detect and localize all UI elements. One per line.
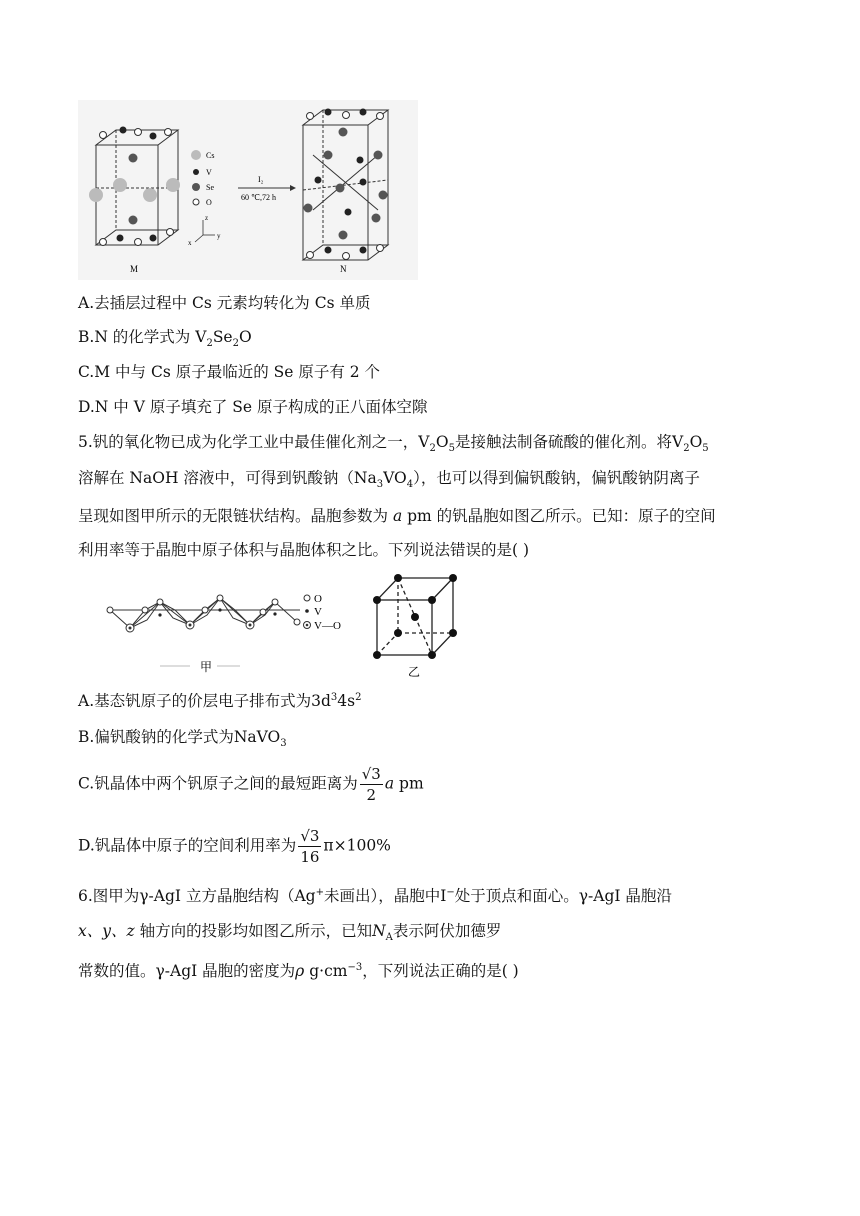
q5-stem-line-2 — [78, 467, 700, 489]
q6-stem-line-1 — [78, 885, 672, 907]
q5-text: 利用率等于晶胞中原子体积与晶胞体积之比。下列说法错误的是( ) — [78, 541, 530, 559]
q6-text: ，下列说法正确的是( ) — [362, 962, 519, 980]
formula-sub: 3 — [280, 738, 287, 750]
q4-option-a — [78, 292, 370, 314]
arrow-conditions: 60 ℃,72 h — [241, 193, 276, 202]
config-part: 4s — [337, 692, 356, 710]
legend-v: V — [206, 168, 212, 177]
axis-z: z — [205, 214, 209, 222]
q5-option-c — [78, 764, 424, 805]
ion-part: Ag — [294, 887, 316, 905]
formula-sub: 2 — [232, 338, 239, 350]
config-sup: 2 — [355, 691, 362, 703]
fraction-d — [298, 826, 321, 867]
fraction-c — [360, 764, 383, 805]
q5-option-b-text: B.偏钒酸钠的化学式为 — [78, 728, 234, 746]
q6-text: 处于顶点和面心。γ-AgI 晶胞沿 — [454, 887, 672, 905]
crystal-structure-figure-mn — [78, 100, 418, 280]
formula-part: O — [435, 433, 449, 451]
q6-text: 未画出），晶胞中 — [323, 887, 441, 905]
formula-sub: 2 — [429, 443, 436, 455]
q5-stem-line-1 — [78, 431, 709, 453]
q4-option-d-text: D.N 中 V 原子填充了 Se 原子构成的正八面体空隙 — [78, 398, 428, 416]
q5-text: pm 的钒晶胞如图乙所示。已知：原子的空间 — [402, 507, 716, 525]
vanadate-chain-and-bcc-figure — [105, 570, 475, 682]
legend-o-label: O — [314, 593, 322, 605]
formula-part: VO — [383, 469, 407, 487]
formula-sub: 5 — [448, 443, 455, 455]
formula-sub: 2 — [206, 338, 213, 350]
formula-sub: 5 — [702, 443, 709, 455]
formula-part: NaVO — [233, 728, 281, 746]
q4-option-a-text: A.去插层过程中 Cs 元素均转化为 Cs 单质 — [78, 294, 371, 312]
q6-text: 6.图甲为γ-AgI 立方晶胞结构（ — [78, 887, 295, 905]
q6-text: 轴方向的投影均如图乙所示，已知 — [134, 922, 373, 940]
q6-stem-line-2 — [78, 920, 501, 942]
q5-option-c-text: C.钒晶体中两个钒原子之间的最短距离为 — [78, 774, 358, 793]
q5-text: 5.钒的氧化物已成为化学工业中最佳催化剂之一， — [78, 433, 419, 451]
unit-exponent: −3 — [347, 961, 363, 973]
ion-charge: − — [446, 886, 455, 898]
q6-stem-line-3 — [78, 960, 519, 982]
ion-part: I — [440, 887, 447, 905]
avogadro-symbol: N — [372, 922, 386, 940]
q4-option-b — [78, 326, 252, 348]
formula-part: Na — [353, 469, 377, 487]
formula-sub: 4 — [406, 479, 414, 491]
fraction-denominator: 16 — [300, 848, 320, 866]
formula-sub: 2 — [683, 443, 690, 455]
legend-vo-label: V—O — [314, 620, 341, 632]
formula-sub: 3 — [376, 479, 384, 491]
variable-a: a — [384, 774, 395, 793]
q5-option-d — [78, 826, 391, 867]
q6-text: 常数的值。γ-AgI 晶胞的密度为 — [78, 962, 296, 980]
q5-option-d-text: D.钒晶体中原子的空间利用率为 — [78, 836, 297, 855]
legend-v-label: V — [314, 606, 322, 618]
density-symbol: ρ — [295, 962, 305, 980]
config-sup: 3 — [330, 691, 338, 703]
axes-text: x、y、z — [78, 922, 135, 940]
avogadro-sub: A — [385, 932, 393, 944]
unit-text: g·cm — [304, 962, 348, 980]
formula-tail: π×100% — [323, 836, 391, 855]
legend-cs: Cs — [206, 151, 215, 160]
q5-stem-line-4 — [78, 539, 529, 561]
q5-option-a-text: A.基态钒原子的价层电子排布式为 — [78, 692, 312, 710]
fraction-denominator: 2 — [366, 786, 377, 804]
label-yi: 乙 — [408, 665, 421, 679]
label-jia: 甲 — [200, 660, 213, 674]
q5-text: 是接触法制备硫酸的催化剂。将 — [454, 433, 672, 451]
formula-part: V — [418, 433, 430, 451]
q4-option-d — [78, 396, 428, 418]
legend-se: Se — [206, 183, 214, 192]
q5-text: ），也可以得到偏钒酸钠，偏钒酸钠阴离子 — [413, 469, 700, 487]
formula-part: V — [195, 328, 207, 346]
axis-y: y — [217, 232, 221, 240]
q5-stem-line-3 — [78, 505, 716, 527]
formula-part: O — [238, 328, 252, 346]
label-m: M — [130, 264, 139, 274]
unit-text: pm — [394, 774, 424, 793]
variable-a: a — [392, 507, 403, 525]
fraction-numerator: √3 — [361, 765, 381, 783]
config-part: 3d — [311, 692, 331, 710]
q4-option-c-text: C.M 中与 Cs 原子最临近的 Se 原子有 2 个 — [78, 363, 381, 381]
q6-text: 表示阿伏加德罗 — [392, 922, 502, 940]
ion-charge: + — [315, 886, 324, 898]
axis-x: x — [188, 239, 192, 247]
formula-part: Se — [212, 328, 233, 346]
q5-text: 呈现如图甲所示的无限链状结构。晶胞参数为 — [78, 507, 389, 525]
q4-option-b-text: B.N 的化学式为 — [78, 328, 196, 346]
q5-option-b — [78, 726, 287, 748]
arrow-reagent: I₂ — [258, 175, 264, 184]
legend-o: O — [206, 198, 212, 207]
formula-part: V — [671, 433, 684, 451]
q4-option-c — [78, 361, 380, 383]
label-n: N — [340, 264, 347, 274]
q5-text: 溶解在 NaOH 溶液中，可得到钒酸钠（ — [78, 469, 354, 487]
q5-option-a — [78, 690, 362, 712]
fraction-numerator: √3 — [300, 827, 320, 845]
formula-part: O — [689, 433, 703, 451]
